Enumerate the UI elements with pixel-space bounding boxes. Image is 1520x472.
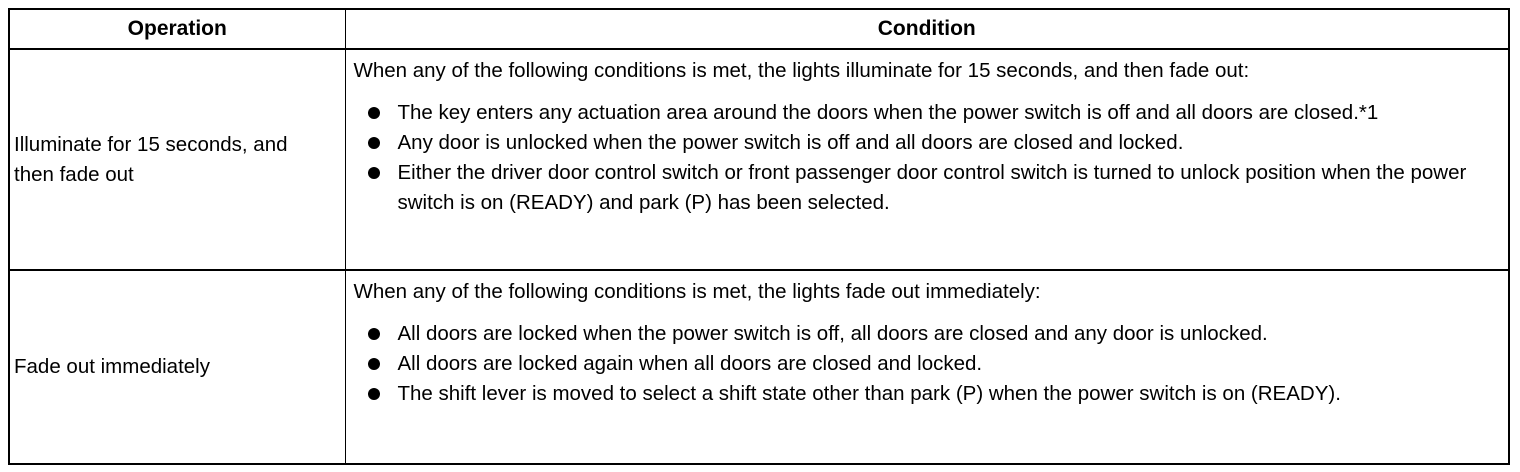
condition-cell (345, 49, 1509, 270)
bullet-icon (368, 137, 380, 149)
list-item (354, 128, 1503, 158)
list-item-text: Either the driver door control switch or front passenger door control switch is turned to unlock position when the power switch is on (READY) and park (P) has been selected. (397, 161, 1467, 214)
list-item-text: All doors are locked when the power switch is off, all doors are closed and any door is unlocked. (397, 322, 1268, 345)
list-item-text: Any door is unlocked when the power switch is off and all doors are closed and locked. (397, 131, 1184, 154)
list-item-text: The shift lever is moved to select a shift state other than park (P) when the power switch is on (READY). (397, 382, 1341, 405)
condition-list (354, 319, 1503, 409)
light-operation-table (8, 8, 1510, 465)
bullet-icon (368, 328, 380, 340)
bullet-icon (368, 388, 380, 400)
condition-list (354, 98, 1503, 218)
table-header-row (9, 9, 1509, 49)
bullet-icon (368, 107, 380, 119)
list-item (354, 349, 1503, 379)
table-row (9, 49, 1509, 270)
list-item (354, 98, 1503, 128)
list-item-text: All doors are locked again when all doors are closed and locked. (397, 352, 983, 375)
list-item (354, 158, 1503, 218)
operation-text: Fade out immediately (14, 355, 210, 378)
condition-intro: When any of the following conditions is met, the lights illuminate for 15 seconds, and then fade out: (353, 59, 1250, 82)
list-item-text: The key enters any actuation area around the doors when the power switch is off and all doors are closed.*1 (397, 101, 1379, 124)
bullet-icon (368, 167, 380, 179)
bullet-icon (368, 358, 380, 370)
condition-intro: When any of the following conditions is met, the lights fade out immediately: (353, 280, 1041, 303)
operation-cell (9, 49, 345, 270)
operation-text: Illuminate for 15 seconds, and then fade out (14, 132, 288, 186)
header-condition: Condition (345, 9, 1509, 49)
condition-cell (345, 270, 1509, 464)
operation-cell (9, 270, 345, 464)
table-row (9, 270, 1509, 464)
list-item (354, 319, 1503, 349)
header-operation: Operation (9, 9, 345, 49)
list-item (354, 379, 1503, 409)
